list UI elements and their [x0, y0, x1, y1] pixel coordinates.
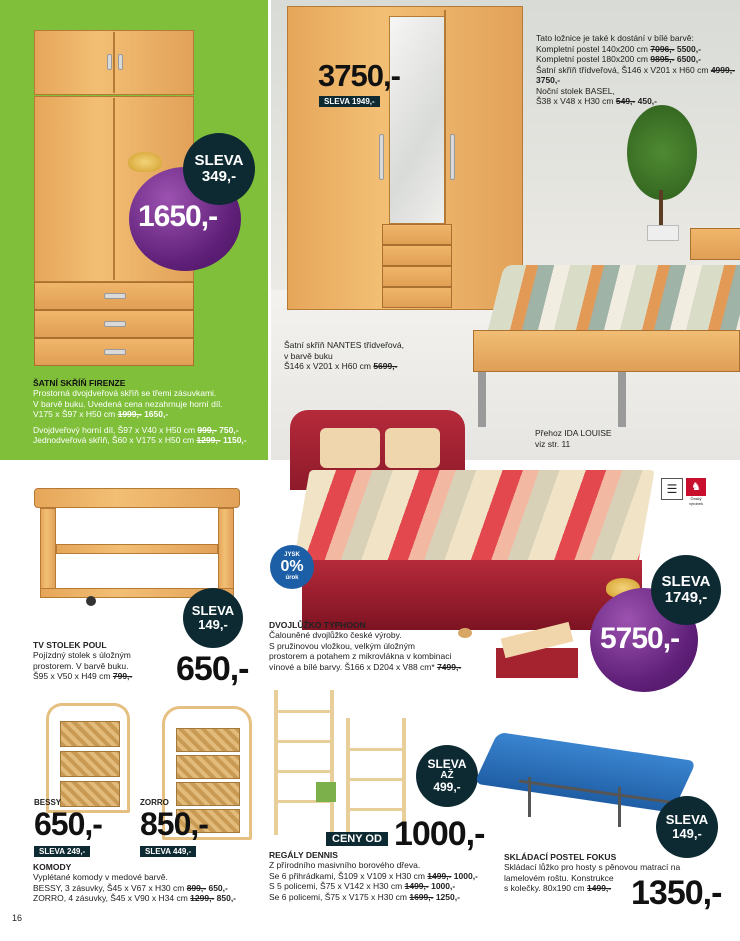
dressers-description: KOMODY Vyplétané komody v medové barvě. BESSY, 3 zásuvky, Š45 x V67 x H30 cm 899,- 650,- ZORRO, 4 zásuvky, Š45 x V90 x H34 cm 1299,- 850,-	[33, 862, 237, 903]
dennis-price: 1000,-	[394, 815, 485, 853]
bessy-sale-badge: SLEVA 249,-	[34, 846, 90, 857]
plant-image	[617, 105, 707, 240]
bedroom-note-intro: Tato ložnice je také k dostání v bílé barvě:	[536, 33, 694, 43]
old-price: 5699,-	[373, 361, 398, 371]
firenze-line-3: V175 x Š97 x H50 cm 1999,- 1650,-	[33, 409, 169, 419]
typhoon-bed-image	[290, 410, 650, 642]
fokus-description: SKLÁDACÍ POSTEL FOKUS Skládací lůžko pro hosty s pěnovou matrací na lamelovém roštu. Konstrukce s kolečky. 80x190 cm 1499,-	[504, 852, 681, 893]
fokus-sale-tag: SLEVA 149,-	[656, 796, 718, 858]
nantes-price: 3750,-	[318, 58, 400, 93]
page-number: 16	[12, 913, 23, 923]
typhoon-price: 5750,-	[600, 622, 680, 655]
gift-bow-icon	[128, 152, 162, 172]
old-price: 7499,-	[437, 661, 462, 672]
nantes-sale-badge: SLEVA 1949,-	[319, 96, 380, 107]
typhoon-storage-image	[496, 630, 578, 680]
bedspread-note: Přehoz IDA LOUISE viz str. 11	[535, 428, 612, 449]
firenze-extra-2: Jednodveřová skříň, Š60 x V175 x H50 cm 1299,- 1150,-	[33, 435, 247, 445]
zero-interest-badge: JYSK 0% úrok	[270, 545, 314, 589]
tv-table-sale-tag: SLEVA 149,-	[183, 588, 243, 648]
dennis-description: REGÁLY DENNIS Z přírodního masivního borového dřeva. Se 6 přihrádkami, Š109 x V109 x H30 cm 1499,- 1000,- S 5 policemi, Š75 x V142 x H30 cm 1499,- 1000,- Se 6 policemi, Š75 x V175 x H30 cm 1699,- 1250,-	[269, 850, 478, 902]
firenze-sale-tag	[183, 133, 255, 205]
sale-label: SLEVA	[194, 152, 244, 170]
typhoon-description: DVOJLŮŽKO TYPHOON Čalouněné dvojlůžko české výroby. S pružinovou vložkou, velkým úložným prostorem a potahem z mikrovlákna v kombinaci vínové a bílé barvy. Š166 x D204 x V88 cm* 7499,-	[269, 620, 462, 672]
bessy-dresser-image	[46, 703, 130, 813]
old-price: 799,-	[112, 671, 133, 681]
bedroom-item-3: Šatní skříň třídveřová, Š146 x V201 x H60 cm 4999,- 3750,-	[536, 64, 735, 85]
typhoon-sale-tag: SLEVA 1749,-	[651, 555, 721, 625]
fokus-price: 1350,-	[631, 874, 722, 912]
firenze-price: 1650,-	[138, 200, 218, 233]
firenze-title: ŠATNÍ SKŘÍŇ FIRENZE	[33, 378, 126, 388]
sale-amount: 349,-	[201, 168, 237, 185]
zorro-sale-badge: SLEVA 449,-	[140, 846, 196, 857]
firenze-line-2: V barvě buku. Uvedená cena nezahrnuje horní díl.	[33, 398, 223, 409]
firenze-extra-1: Dvojdveřový horní díl, Š97 x V40 x H50 cm 999,- 750,-	[33, 424, 239, 435]
firenze-description	[33, 378, 265, 446]
bessy-label: BESSY	[34, 798, 62, 807]
bessy-price: 650,-	[34, 806, 102, 842]
bedroom-item-4: Noční stolek BASEL,	[536, 85, 615, 96]
bedroom-item-1: Kompletní postel 140x200 cm 7096,- 5500,-	[536, 43, 701, 54]
czech-product-icon: ♞ Český výrobek	[685, 478, 707, 506]
bed-symbol-icon: ☰	[661, 478, 683, 500]
old-price: 1499,-	[587, 883, 612, 893]
tv-table-price: 650,-	[176, 650, 249, 688]
new-price: 1650,-	[144, 409, 169, 419]
tv-table-description: TV STOLEK POUL Pojízdný stolek s úložným prostorem. V barvě buku. Š95 x V50 x H49 cm 799,-	[33, 640, 133, 681]
bedroom-item-2: Kompletní postel 180x200 cm 9895,- 6500,-	[536, 54, 701, 64]
bedroom-note	[536, 33, 736, 107]
old-price: 1999,-	[117, 409, 142, 419]
bedroom-item-5: Š38 x V48 x H30 cm 549,- 450,-	[536, 96, 657, 106]
zorro-price: 850,-	[140, 806, 208, 842]
firenze-line-1: Prostorná dvojdveřová skříň se třemi zásuvkami.	[33, 388, 217, 398]
zorro-label: ZORRO	[140, 798, 169, 807]
nantes-description: Šatní skříň NANTES třídveřová, v barvě buku Š146 x V201 x H60 cm 5699,-	[284, 340, 404, 371]
dennis-price-prefix: CENY OD	[326, 832, 388, 846]
dennis-sale-tag: SLEVA AŽ 499,-	[416, 745, 478, 807]
